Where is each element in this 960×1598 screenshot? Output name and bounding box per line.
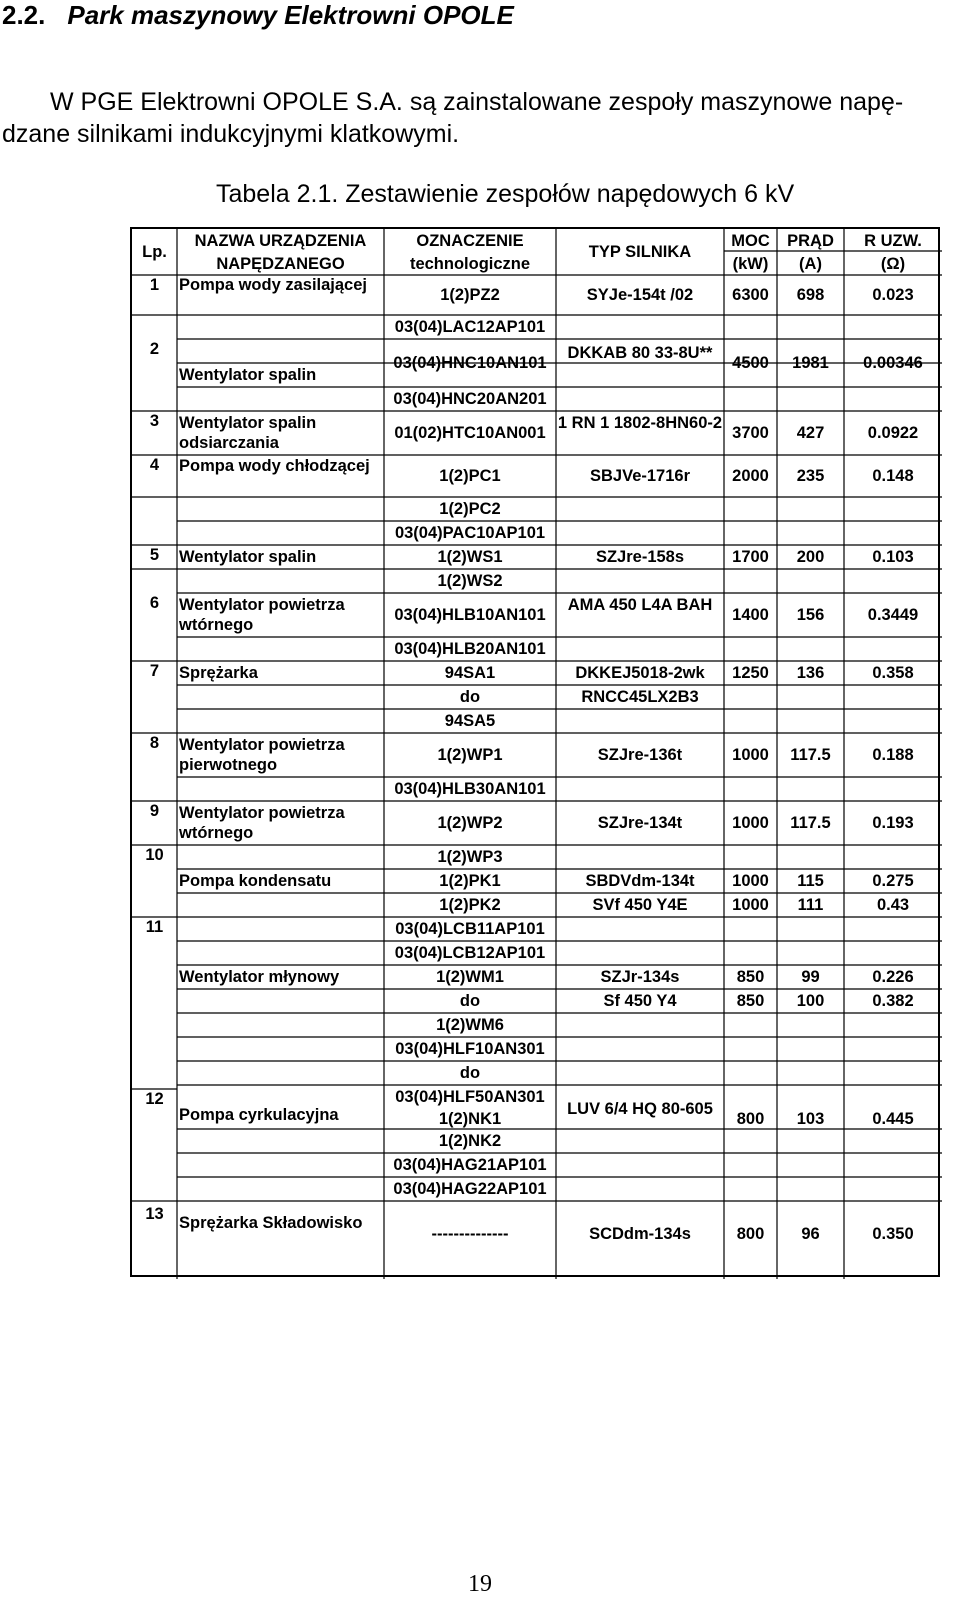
tech-code: 1(2)PK2 <box>439 896 501 914</box>
device-name: Pompa kondensatu <box>179 872 332 890</box>
lp-cell: 7 <box>149 662 160 680</box>
page-number: 19 <box>468 1571 492 1597</box>
tech-code: 1(2)WM6 <box>436 1016 504 1034</box>
power-value: 2000 <box>732 467 769 485</box>
motor-type: SBDVdm-134t <box>585 872 695 890</box>
lp-cell: 1 <box>149 276 160 294</box>
tech-code: 1(2)WP2 <box>437 814 503 832</box>
lp-cell: 11 <box>145 918 164 936</box>
power-value: 1250 <box>732 664 769 682</box>
tech-code: 03(04)LCB11AP101 <box>395 920 545 938</box>
resistance-value: 0.3449 <box>867 606 919 624</box>
tech-code: 1(2)PC2 <box>439 500 501 518</box>
tech-code: 03(04)HLB30AN101 <box>394 780 546 798</box>
lp-cell: 10 <box>145 846 164 864</box>
header-current-1: PRĄD <box>787 231 834 250</box>
current-value: 103 <box>796 1110 825 1128</box>
motor-type: SZJre-158s <box>595 548 685 566</box>
resistance-value: 0.382 <box>872 992 914 1010</box>
section-title: Park maszynowy Elektrowni OPOLE <box>67 0 514 30</box>
tech-code: do <box>459 688 481 706</box>
motor-type: SVf 450 Y4E <box>592 896 688 914</box>
header-name-1: NAZWA URZĄDZENIA <box>194 231 367 250</box>
power-value: 800 <box>736 1225 765 1243</box>
header-power-2: (kW) <box>732 254 769 273</box>
current-value: 200 <box>796 548 825 566</box>
header-tech-2: technologiczne <box>409 254 531 273</box>
header-res-1: R UZW. <box>864 231 922 250</box>
tech-code: 1(2)WP3 <box>437 848 503 866</box>
motor-type: SZJre-134t <box>597 814 683 832</box>
tech-code: -------------- <box>431 1225 509 1243</box>
resistance-value: 0.350 <box>872 1225 914 1243</box>
tech-code: 03(04)HLF10AN301 <box>395 1040 545 1058</box>
power-value: 4500 <box>732 354 769 372</box>
tech-code: 03(04)HLB10AN101 <box>394 606 546 624</box>
tech-code: 1(2)NK2 <box>438 1132 502 1150</box>
power-value: 1700 <box>732 548 769 566</box>
current-value: 427 <box>796 424 825 442</box>
motor-type: LUV 6/4 HQ 80-605 <box>567 1100 713 1118</box>
motor-type: SZJr-134s <box>600 968 680 986</box>
header-name-2: NAPĘDZANEGO <box>216 254 345 273</box>
power-value: 800 <box>736 1110 765 1128</box>
lp-cell: 12 <box>145 1090 164 1108</box>
motor-type: SBJVe-1716r <box>590 467 690 485</box>
resistance-value: 0.188 <box>872 746 914 764</box>
resistance-value: 0.148 <box>872 467 914 485</box>
tech-code: 03(04)HLB20AN101 <box>394 640 546 658</box>
intro-paragraph <box>2 86 958 150</box>
resistance-value: 0.023 <box>872 286 914 304</box>
tech-code: 1(2)PC1 <box>439 467 501 485</box>
tech-code: 03(04)HNC10AN101 <box>393 354 547 372</box>
lp-cell: 13 <box>145 1205 164 1223</box>
device-name: Pompa wody chłodzącej <box>179 457 370 475</box>
header-tech-1: OZNACZENIE <box>416 231 524 250</box>
lp-cell: 8 <box>149 734 160 752</box>
lp-cell: 6 <box>149 594 160 612</box>
current-value: 156 <box>796 606 825 624</box>
current-value: 698 <box>796 286 825 304</box>
lp-cell: 3 <box>149 412 160 430</box>
section-heading <box>2 0 514 30</box>
current-value: 99 <box>801 968 820 986</box>
motor-type: Sf 450 Y4 <box>603 992 677 1010</box>
tech-code: 01(02)HTC10AN001 <box>394 424 546 442</box>
tech-code: 03(04)HNC20AN201 <box>393 390 547 408</box>
lp-cell: 4 <box>149 456 160 474</box>
motor-type: SYJe-154t /02 <box>586 286 694 304</box>
lp-cell: 2 <box>149 340 160 358</box>
current-value: 136 <box>796 664 825 682</box>
power-value: 1000 <box>732 814 769 832</box>
tech-code: 03(04)PAC10AP101 <box>394 524 546 542</box>
resistance-value: 0.00346 <box>863 354 923 372</box>
power-value: 1000 <box>732 746 769 764</box>
tech-code: 03(04)HAG22AP101 <box>393 1180 547 1198</box>
motor-type: SCDdm-134s <box>589 1225 691 1243</box>
resistance-value: 0.226 <box>872 968 914 986</box>
resistance-value: 0.358 <box>872 664 914 682</box>
motor-type: RNCC45LX2B3 <box>581 688 699 706</box>
intro-line-2: dzane silnikami indukcyjnymi klatkowymi. <box>2 120 460 148</box>
tech-code: 1(2)PK1 <box>439 872 501 890</box>
device-name: Sprężarka <box>179 664 258 682</box>
power-value: 1000 <box>732 896 769 914</box>
header-current-2: (A) <box>799 254 822 273</box>
resistance-value: 0.0922 <box>867 424 919 442</box>
device-name: Pompa wody zasilającej <box>179 276 367 294</box>
tech-code: 1(2)PZ2 <box>440 286 500 304</box>
current-value: 117.5 <box>790 814 831 832</box>
section-number: 2.2. <box>2 0 46 30</box>
power-value: 1400 <box>732 606 769 624</box>
header-motor: TYP SILNIKA <box>588 243 692 261</box>
device-name: Wentylator powietrza wtórnego <box>179 596 345 634</box>
intro-line-1: W PGE Elektrowni OPOLE S.A. są zainstalowane zespoły maszynowe napę- <box>50 88 904 116</box>
tech-code: 1(2)WS1 <box>437 548 503 566</box>
tech-code: 03(04)HAG21AP101 <box>393 1156 547 1174</box>
power-value: 850 <box>736 968 765 986</box>
current-value: 117.5 <box>790 746 831 764</box>
header-power-1: MOC <box>731 231 770 250</box>
tech-code: 03(04)LCB12AP101 <box>394 944 546 962</box>
lp-cell: 5 <box>149 546 160 564</box>
current-value: 111 <box>797 896 824 914</box>
device-name: Wentylator spalin <box>179 366 317 384</box>
motor-type: SZJre-136t <box>597 746 683 764</box>
resistance-value: 0.445 <box>872 1110 914 1128</box>
device-name: Wentylator spalin <box>179 548 317 566</box>
tech-code: do <box>459 992 481 1010</box>
current-value: 96 <box>801 1225 820 1243</box>
device-name: Sprężarka Składowisko <box>179 1214 363 1232</box>
tech-code: 1(2)WS2 <box>437 572 503 590</box>
power-value: 850 <box>736 992 765 1010</box>
resistance-value: 0.275 <box>872 872 914 890</box>
device-name: Wentylator młynowy <box>179 968 340 986</box>
current-value: 235 <box>796 467 825 485</box>
table-caption: Tabela 2.1. Zestawienie zespołów napędowych 6 kV <box>216 180 795 208</box>
motor-type: 1 RN 1 1802-8HN60-2 <box>557 414 723 432</box>
current-value: 1981 <box>792 354 829 372</box>
motor-type: DKKEJ5018-2wk <box>575 664 705 682</box>
power-value: 6300 <box>732 286 769 304</box>
resistance-value: 0.103 <box>872 548 914 566</box>
power-value: 1000 <box>732 872 769 890</box>
device-name: Wentylator powietrza wtórnego <box>179 804 345 842</box>
lp-cell: 9 <box>149 802 160 820</box>
header-lp: Lp. <box>142 243 167 261</box>
device-name: Pompa cyrkulacyjna <box>179 1106 339 1124</box>
tech-code: 1(2)WP1 <box>437 746 503 764</box>
motor-type: AMA 450 L4A BAH <box>567 596 713 614</box>
device-name: Wentylator spalin odsiarczania <box>179 414 317 452</box>
device-name: Wentylator powietrza pierwotnego <box>179 736 345 774</box>
motor-type: DKKAB 80 33-8U** <box>567 344 713 362</box>
tech-code: 03(04)HLF50AN301 <box>395 1088 545 1106</box>
header-res-2: (Ω) <box>880 254 906 273</box>
power-value: 3700 <box>732 424 769 442</box>
tech-code: 1(2)NK1 <box>438 1110 502 1128</box>
tech-code: 94SA5 <box>444 712 496 730</box>
resistance-value: 0.43 <box>876 896 910 914</box>
resistance-value: 0.193 <box>872 814 914 832</box>
tech-code: 94SA1 <box>444 664 496 682</box>
tech-code: 1(2)WM1 <box>436 968 504 986</box>
motor-table <box>130 227 940 1277</box>
tech-code: do <box>459 1064 481 1082</box>
current-value: 115 <box>797 872 824 890</box>
tech-code: 03(04)LAC12AP101 <box>394 318 546 336</box>
current-value: 100 <box>796 992 825 1010</box>
